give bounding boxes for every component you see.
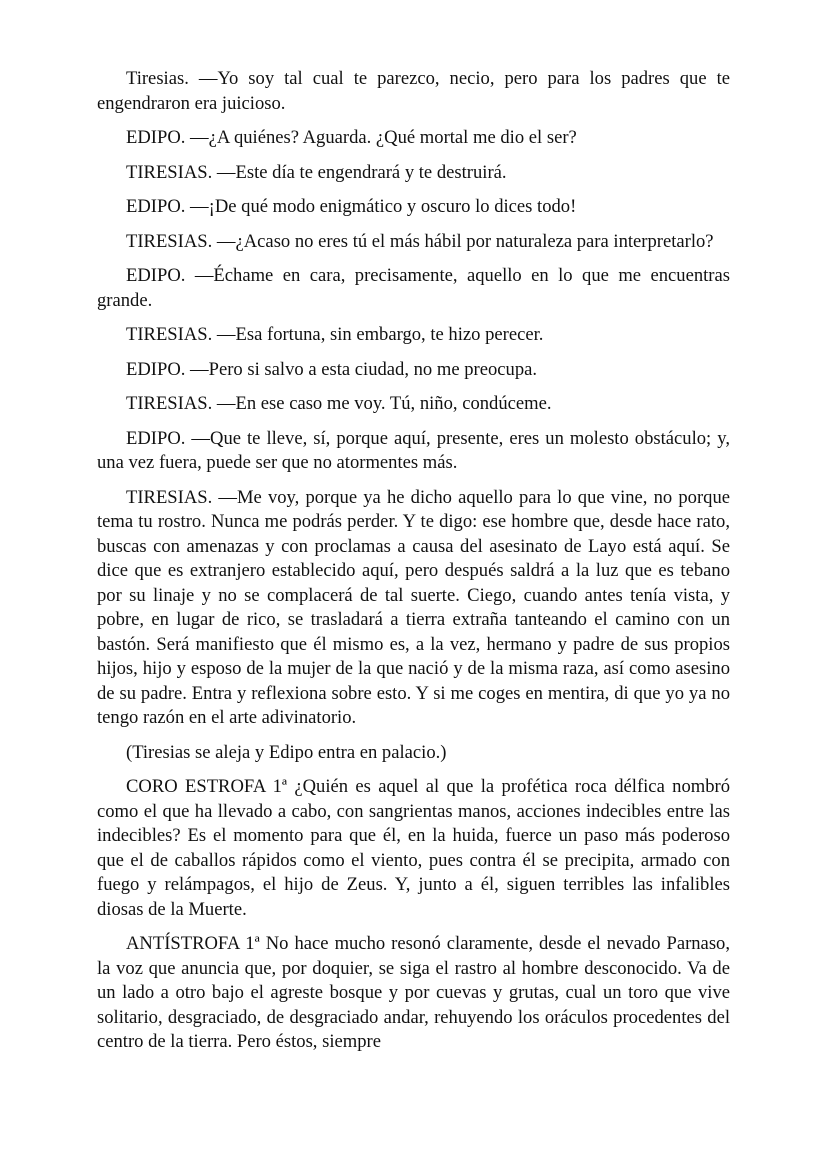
- paragraph-edipo-4: EDIPO. —Pero si salvo a esta ciudad, no me preocupa.: [126, 358, 538, 380]
- document-page: [97, 67, 730, 1065]
- stage-direction: (Tiresias se aleja y Edipo entra en palacio.): [126, 741, 447, 763]
- paragraph-tiresias-5: TIRESIAS. —En ese caso me voy. Tú, niño, condúceme.: [126, 393, 552, 414]
- paragraph-coro-estrofa: CORO ESTROFA 1ª ¿Quién es aquel al que la profética roca délfica nombró como el que ha llevado a cabo, con sangrientas manos, acciones indecibles entre las indecibles? Es el momento para que él, en la huida, fuerce un paso más poderoso que el de caballos rápidos como el viento, pues contra él se precipita, armado con fuego y relámpagos, el hijo de Zeus. Y, junto a él, siguen terribles las infalibles diosas de la Muerte.: [97, 776, 730, 920]
- paragraph-tiresias-3: TIRESIAS. —¿Acaso no eres tú el más hábil por naturaleza para interpretarlo?: [126, 230, 714, 252]
- paragraph-edipo-5: EDIPO. —Que te lleve, sí, porque aquí, presente, eres un molesto obstáculo; y, una vez fuera, puede ser que no atormentes más.: [97, 427, 730, 473]
- paragraph-tiresias-4: TIRESIAS. —Esa fortuna, sin embargo, te hizo perecer.: [126, 324, 544, 345]
- paragraph-edipo-1: EDIPO. —¿A quiénes? Aguarda. ¿Qué mortal me dio el ser?: [126, 127, 577, 148]
- paragraph-tiresias-6: TIRESIAS. —Me voy, porque ya he dicho aquello para lo que vine, no porque tema tu rostro. Nunca me podrás perder. Y te digo: ese hombre que, desde hace rato, buscas con amenazas y con proclamas a causa del asesinato de Layo está aquí. Se dice que es extranjero establecido aquí, pero después saldrá a la luz que es tebano por su linaje y no se complacerá de tal suerte. Ciego, cuando antes tenía vista, y pobre, en lugar de rico, se trasladará a tierra extraña tanteando el camino con un bastón. Será manifiesto que él mismo es, a la vez, hermano y padre de sus propios hijos, hijo y esposo de la mujer de la que nació y de la misma raza, así como asesino de su padre. Entra y reflexiona sobre esto. Y si me coges en mentira, di que yo ya no tengo razón en el arte adivinatorio.: [97, 486, 730, 728]
- paragraph-edipo-3: EDIPO. —Échame en cara, precisamente, aquello en lo que me encuentras grande.: [97, 265, 730, 311]
- paragraph-tiresias-1: Tiresias. —Yo soy tal cual te parezco, necio, pero para los padres que te engendraron era juicioso.: [97, 68, 730, 114]
- paragraph-tiresias-2: TIRESIAS. —Este día te engendrará y te destruirá.: [126, 161, 507, 183]
- paragraph-antistrofa: ANTÍSTROFA 1ª No hace mucho resonó claramente, desde el nevado Parnaso, la voz que anuncia que, por doquier, se siga el rastro al hombre desconocido. Va de un lado a otro bajo el agreste bosque y por cuevas y grutas, cual un toro que vive solitario, desgraciado, de desgraciado andar, rehuyendo los oráculos procedentes del centro de la tierra. Pero éstos, siempre: [97, 933, 730, 1052]
- paragraph-edipo-2: EDIPO. —¡De qué modo enigmático y oscuro lo dices todo!: [126, 196, 577, 217]
